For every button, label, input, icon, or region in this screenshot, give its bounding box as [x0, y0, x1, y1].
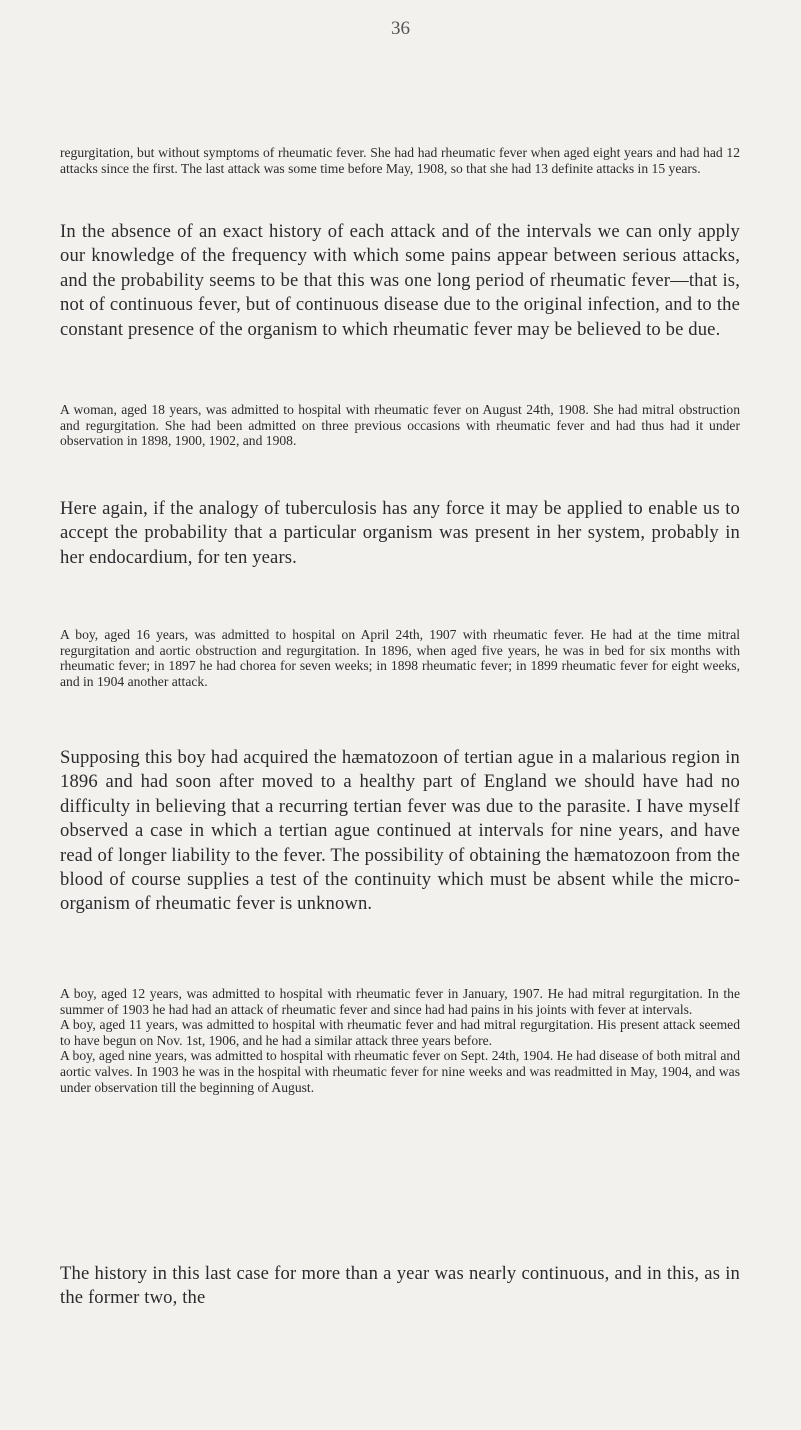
page-number: 36	[391, 18, 410, 39]
paragraph-case-boy-12: A boy, aged 12 years, was admitted to hospital with rheumatic fever in January, 1907. He had mitral regurgitation. In the summer of 1903 he had had an attack of rheumatic fever and since had had pains in his joints with fever at intervals.	[60, 986, 740, 1017]
paragraph-case-woman-18: A woman, aged 18 years, was admitted to hospital with rheumatic fever on August 24th, 1908. She had mitral obstruction and regurgitation. She had been admitted on three previous occasions with rheumatic fever and had thus had it under observation in 1898, 1900, 1902, and 1908.	[60, 402, 740, 449]
paragraph-commentary-last-case: The history in this last case for more than a year was nearly continuous, and in this, as in the former two, the	[60, 1263, 740, 1309]
paragraph-case-continuation: regurgitation, but without symptoms of rheumatic fever. She had had rheumatic fever when aged eight years and had had 12 attacks since the first. The last attack was some time before May, 1908, so that she had 13 definite attacks in 15 years.	[60, 145, 740, 176]
paragraph-case-boy-9: A boy, aged nine years, was admitted to hospital with rheumatic fever on Sept. 24th, 1904. He had disease of both mitral and aortic valves. In 1903 he was in the hospital with rheumatic fever for nine weeks and was readmitted in May, 1904, and was under observation till the beginning of August.	[60, 1048, 740, 1095]
paragraph-case-boy-11: A boy, aged 11 years, was admitted to hospital with rheumatic fever and had mitral regurgitation. His present attack seemed to have begun on Nov. 1st, 1906, and he had a similar attack three years before.	[60, 1017, 740, 1048]
paragraph-commentary-tertian-ague: Supposing this boy had acquired the hæmatozoon of tertian ague in a malarious region in 1896 and had soon after moved to a healthy part of England we should have had no difficulty in believing that a recurring tertian fever was due to the parasite. I have myself observed a case in which a tertian ague continued at intervals for nine years, and have read of longer liability to the fever. The possibility of obtaining the hæmatozoon from the blood of course supplies a test of the continuity which must be absent while the micro-organism of rheumatic fever is unknown.	[60, 747, 740, 915]
paragraph-case-boy-16: A boy, aged 16 years, was admitted to hospital on April 24th, 1907 with rheumatic fever. He had at the time mitral regurgitation and aortic obstruction and regurgitation. In 1896, when aged five years, he was in bed for six months with rheumatic fever; in 1897 he had chorea for seven weeks; in 1898 rheumatic fever; in 1899 rheumatic fever for eight weeks, and in 1904 another attack.	[60, 627, 740, 689]
paragraph-commentary-tuberculosis: Here again, if the analogy of tuberculosis has any force it may be applied to enable us to accept the probability that a particular organism was present in her system, probably in her endocardium, for ten years.	[60, 498, 740, 568]
case-reports-group	[60, 986, 740, 1095]
paragraph-commentary-absence: In the absence of an exact history of each attack and of the intervals we can only apply our knowledge of the frequency with which some pains appear between serious attacks, and the probability seems to be that this was one long period of rheumatic fever—that is, not of continuous fever, but of continuous disease due to the original infection, and to the constant presence of the organism to which rheumatic fever may be believed to be due.	[60, 221, 740, 340]
